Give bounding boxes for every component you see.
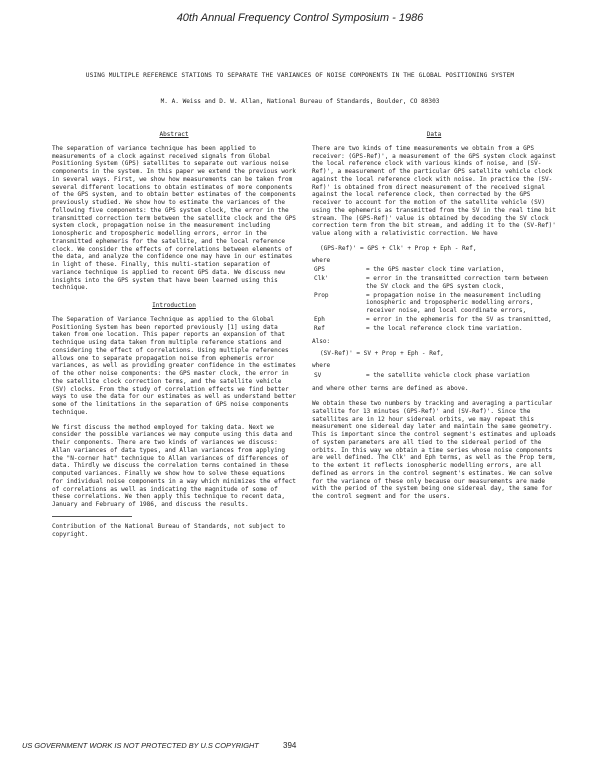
abstract-heading: Abstract: [159, 131, 189, 138]
definitions-list-1: [312, 266, 556, 332]
equation-gps-ref: (GPS-Ref)' = GPS + Clk' + Prop + Eph - Ref,: [320, 244, 477, 252]
intro-paragraph-1: The Separation of Variance Technique as applied to the Global Positioning System has been reported previously [1] using data taken from one location. This paper reports an expansion of that technique using data taken from multiple reference stations and considering the effect of correlations. Using multiple references allows one to separate propagation noise from ephemeris error variances, as well as providing greater confidence in the estimates of the other noise components: the GPS master clock, the error in the satellite clock correction terms, and the satellite vehicle (SV) clocks. From the study of correlation effects we find better ways to use the data for our estimates as well as understand better some of the limitations in the separation of GPS noise components technique.: [52, 315, 296, 416]
definition-text: = the satellite vehicle clock phase variation: [366, 371, 530, 379]
definition-symbol: Prop: [314, 291, 329, 299]
introduction-heading: Introduction: [152, 302, 196, 309]
definition-text: = the GPS master clock time variation,: [366, 266, 505, 274]
definition-item: [312, 325, 556, 333]
intro-paragraph-2: We first discuss the method employed for taking data. Next we consider the possible variances we may compute using this data and their components. There are two kinds of variances we discuss: Allan variances of data types, and Allan variances from applying the "N-corner hat" technique to Allan variances of differences of data. Thirdly we discuss the correlation terms contained in these computed variances. Finally we show how to solve these equations for individual noise components in a way which minimizes the effect of correlations as well as indicating the magnitude of some of these correlations. We then apply this technique to recent data, January and February of 1986, and discuss the results.: [52, 423, 296, 508]
where-label-1: where: [312, 256, 331, 264]
abstract-text: The separation of variance technique has been applied to measurements of a clock against received signals from Global Positioning System (GPS) satellites to separate out various noise components in the system. In this paper we extend the previous work in several ways. First, we show how measurements can be taken from several different locations to obtain estimates of more components of the GPS system, and to obtain better estimates of the components previously studied. We show how to estimate the variances of the following five components: the GPS system clock, the error in the transmitted correction term between the satellite clock and the GPS system clock, propagation noise in the measurement including ionospheric and tropospheric modelling errors, error in the transmitted ephemeris for the satellite, and the local reference clock. We consider the effects of correlations between elements of the data, and analyze the confidence one may have in our estimates in light of these. Finally, this multi-station separation of variance technique is applied to recent GPS data. We discuss new insights into the GPS system that have been learned using this technique.: [52, 144, 296, 292]
also-label: Also:: [312, 338, 331, 346]
definition-item: [312, 275, 556, 291]
definition-symbol: Clk': [314, 275, 329, 282]
definition-item: [312, 292, 556, 315]
footnote-rule: [52, 516, 132, 517]
definition-symbol: GPS: [314, 266, 325, 274]
conference-header: 40th Annual Frequency Control Symposium - 1986: [176, 12, 424, 24]
data-heading: Data: [426, 131, 442, 138]
equation-sv-ref: (SV-Ref)' = SV + Prop + Eph - Ref,: [320, 350, 444, 357]
definition-text: = propagation noise in the measurement including ionospheric and tropospheric modelling errors, receiver noise, and local coordinate errors,: [366, 291, 541, 314]
data-paragraph-1: There are two kinds of time measurements we obtain from a GPS receiver: (GPS-Ref)', a measurement of the GPS system clock against the local reference clock with various kinds of noise, and (SV-Ref)', a measurement of the particular GPS satellite vehicle clock against the local reference clock with noise. In practice the (SV-Ref)' is obtained from direct measurement of the received signal against the local reference clock, then corrected by the GPS receiver to account for the motion of the satellite vehicle (SV) using the ephemeris as transmitted from the SV in the real time bit stream. The (GPS-Ref)' value is obtained by decoding the SV clock correction term from the bit stream, and adding it to the (SV-Ref)' value along with a relativistic correction. We have: [312, 144, 556, 237]
definition-text: = error in the ephemeris for the SV as transmitted,: [366, 315, 552, 323]
where-label-2: where: [312, 361, 331, 369]
left-column: [52, 131, 296, 538]
footnote: Contribution of the National Bureau of Standards, not subject to copyright.: [52, 522, 285, 538]
definition-text: = error in the transmitted correction term between the SV clock and the GPS system clock,: [366, 275, 549, 290]
copyright-footer: US GOVERNMENT WORK IS NOT PROTECTED BY U.S COPYRIGHT: [22, 741, 259, 750]
paper-title: USING MULTIPLE REFERENCE STATIONS TO SEPARATE THE VARIANCES OF NOISE COMPONENTS IN THE GLOBAL POSITIONING SYSTEM: [85, 72, 515, 79]
definition-symbol: Eph: [314, 315, 325, 323]
definitions-list-2: [312, 372, 556, 380]
definition-item: [312, 316, 556, 324]
definition-item: [312, 266, 556, 274]
definition-text: = the local reference clock time variation.: [366, 324, 523, 332]
definition-symbol: SV: [314, 371, 322, 379]
page-number: 394: [283, 741, 297, 750]
definition-item: [312, 372, 556, 380]
data-paragraph-2: We obtain these two numbers by tracking and averaging a particular satellite for 13 minutes (GPS-Ref)' and (SV-Ref)'. Since the satellites are in 12 hour sidereal orbits, we may repeat this measurement one sidereal day later and maintain the same geometry. This is important since the control segment's estimates and uploads of system parameters are all tied to the sidereal period of the orbits. In this way we obtain a time series whose noise components are well defined. The Clk' and Eph terms, as well as the Prop term, to the extent it reflects ionospheric modelling errors, are all defined as errors in the control segment's estimates. We can solve for the variance of these only because our measurements are made with the period of the system being one sidereal day, the same for the control segment and for the users.: [312, 400, 556, 500]
definitions-note: and where other terms are defined as above.: [312, 385, 469, 393]
paper-authors: M. A. Weiss and D. W. Allan, National Bureau of Standards, Boulder, CO 80303: [160, 98, 440, 105]
right-column: [312, 131, 556, 508]
definition-symbol: Ref: [314, 324, 325, 332]
